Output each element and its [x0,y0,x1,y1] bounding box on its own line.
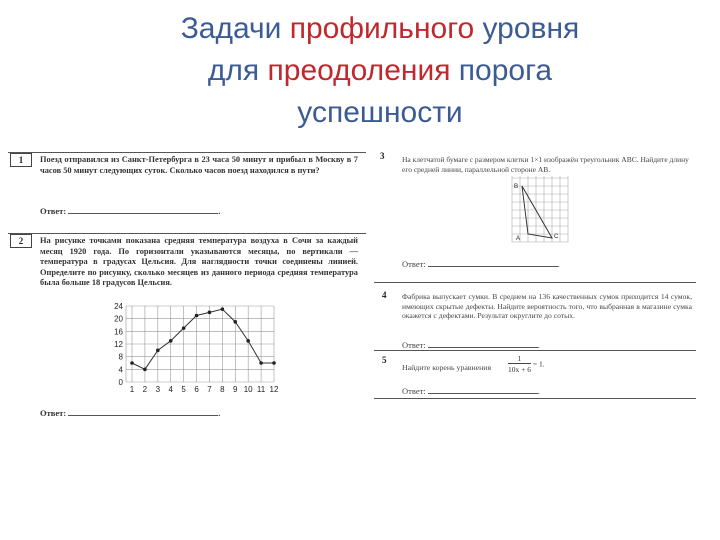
slide-title [60,8,700,134]
y-tick-label: 16 [114,327,123,337]
y-tick-label: 8 [118,352,123,362]
x-tick-label: 6 [194,385,199,394]
task-4-answer: Ответ: . [402,340,540,350]
data-point [221,307,225,311]
answer-line [68,205,218,214]
triangle-grid [508,172,570,244]
data-point [156,349,160,353]
task-number: 4 [382,290,387,300]
answer-label: Ответ: [402,386,426,396]
title-highlight: профильного [289,12,475,45]
title-text: Задачи [180,12,290,45]
task-1-answer: Ответ: . [40,206,221,216]
answer-line [428,385,538,394]
equation-rhs: = 1. [532,359,545,369]
y-tick-label: 0 [118,378,123,387]
answer-label: Ответ: [40,408,67,418]
series-line [132,309,274,369]
data-point [246,339,250,343]
x-tick-label: 1 [129,385,135,394]
task-5-answer: Ответ: . [402,386,540,396]
equation-numerator: 1 [517,354,522,363]
answer-label: Ответ: [40,206,67,216]
title-text: для [207,54,268,87]
x-tick-label: 12 [269,385,279,394]
title-highlight: преодоления [267,54,451,87]
equation [508,354,545,374]
temperature-chart [110,300,285,400]
divider [8,152,366,153]
answer-line [68,407,218,416]
y-tick-label: 4 [118,365,123,375]
vertex-label-b: B [514,184,519,190]
x-tick-label: 4 [168,385,173,394]
x-tick-label: 7 [207,385,212,394]
vertex-label-a: A [516,236,521,242]
x-tick-label: 9 [233,385,238,394]
x-tick-label: 3 [155,385,161,394]
task-number: 2 [10,234,32,248]
divider [374,350,696,351]
data-point [182,326,186,330]
data-point [195,314,199,318]
task-number: 1 [10,153,32,167]
data-point [259,361,263,365]
data-point [233,320,237,324]
title-text: уровня [474,12,580,45]
data-point [169,339,173,343]
x-tick-label: 2 [142,385,148,394]
task-number: 3 [380,151,385,161]
title-text: успешности [297,96,463,129]
data-point [272,361,276,365]
task-1-text: Поезд отправился из Санкт-Петербурга в 23 часа 50 минут и прибыл в Москву в 7 часов 50 минут следующих суток. Сколько часов поезд находился в пути? [40,155,358,175]
data-point [143,368,147,372]
title-text: порога [450,54,553,87]
answer-label: Ответ: [402,259,426,269]
x-tick-label: 8 [220,385,225,394]
x-tick-label: 5 [181,385,186,394]
task-2-answer: Ответ: . [40,408,221,418]
answer-line [428,339,538,348]
data-point [130,361,134,365]
divider [8,233,366,234]
y-tick-label: 12 [114,340,123,349]
task-2-text: На рисунке точками показана средняя температура воздуха в Сочи за каждый месяц 1920 года. По горизонтали указываются месяцы, по вертикали — температура в градусах Цельсия. Для наглядности точки соединены линией. Определите по рисунку, сколько месяцев из данного периода средняя температура была больше 18 градусов Цельсия. [40,236,358,288]
answer-label: Ответ: [402,340,426,350]
equation-denominator: 10x + 6 [508,365,531,374]
x-tick-label: 11 [256,385,266,394]
task-3-answer: Ответ: . [402,259,560,269]
task-5-text: Найдите корень уравнения [402,363,492,372]
data-point [208,311,212,315]
y-tick-label: 24 [114,302,123,311]
y-tick-label: 20 [114,314,123,324]
x-tick-label: 10 [243,385,253,394]
answer-line [428,258,558,267]
task-4-text: Фабрика выпускает сумки. В среднем на 136 качественных сумок приходится 14 сумок, имеющих скрытые дефекты. Найдите вероятность того, что выбранная в магазине сумка окажется с дефектами. Результат округлите до сотых. [402,292,692,321]
divider [374,282,696,283]
vertex-label-c: C [554,234,559,240]
task-3-text: На клетчатой бумаге с размером клетки 1×1 изображён треугольник ABC. Найдите длину его средней линии, параллельной стороне AB. [402,155,689,174]
divider [374,398,696,399]
task-number: 5 [382,355,387,365]
